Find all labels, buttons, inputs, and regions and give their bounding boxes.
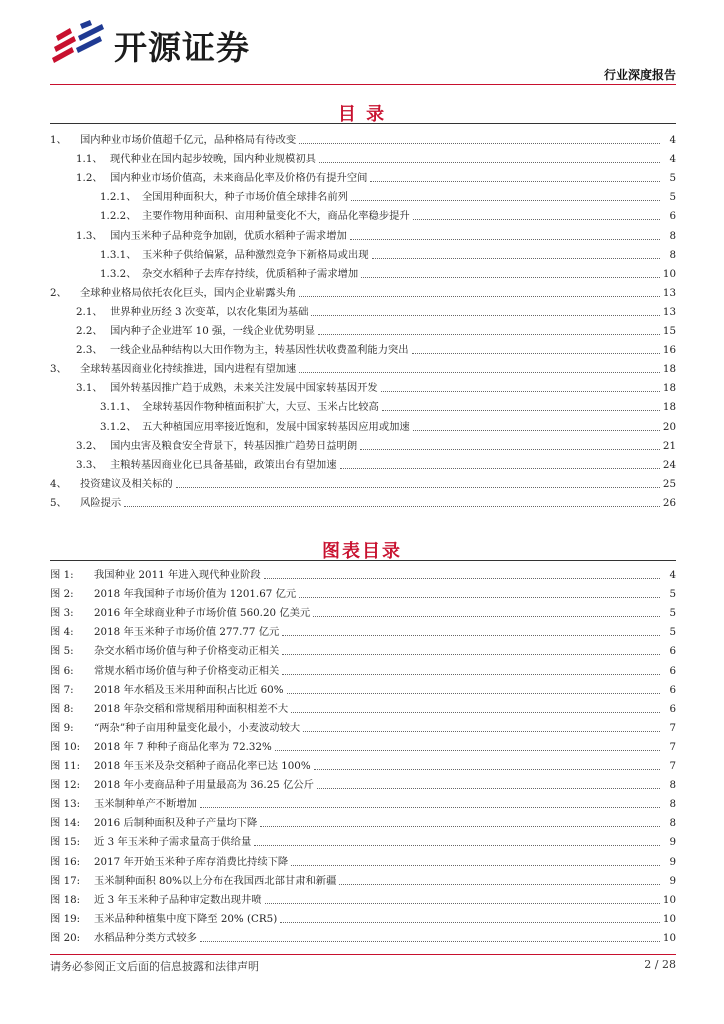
entry-page: 5	[669, 191, 676, 204]
figure-title-divider	[50, 560, 676, 561]
leader-dots	[317, 788, 660, 789]
figure-entry[interactable]	[50, 620, 676, 639]
leader-dots	[299, 296, 660, 297]
toc-entry[interactable]	[50, 262, 676, 281]
entry-number: 1.3.2、	[100, 267, 137, 280]
entry-page: 20	[662, 420, 676, 433]
leader-dots	[200, 807, 660, 808]
page-header	[0, 0, 724, 90]
entry-number: 图 1:	[50, 569, 74, 582]
entry-text: 玉米制种面积 80%以上分布在我国西北部甘肃和新疆	[94, 874, 337, 887]
entry-number: 图 4:	[50, 626, 74, 639]
toc-entry[interactable]	[50, 491, 676, 510]
entry-page: 7	[669, 740, 676, 753]
entry-page: 7	[669, 721, 676, 734]
entry-page: 18	[662, 401, 676, 414]
toc-entry[interactable]	[50, 338, 676, 357]
entry-text: 国内种业市场价值超千亿元，品种格局有待改变	[80, 134, 297, 147]
leader-dots	[350, 239, 660, 240]
leader-dots	[351, 200, 660, 201]
entry-page: 8	[669, 779, 676, 792]
entry-text: 全球种业格局依托农化巨头，国内企业崭露头角	[80, 286, 297, 299]
toc-entry[interactable]	[50, 147, 676, 166]
entry-number: 2.1、	[76, 305, 103, 318]
entry-number: 4、	[50, 477, 67, 490]
entry-text: 2018 年 7 种种子商品化率为 72.32%	[94, 740, 272, 753]
entry-text: 国外转基因推广趋于成熟，未来关注发展中国家转基因开发	[110, 382, 378, 395]
leader-dots	[318, 334, 660, 335]
leader-dots	[260, 826, 660, 827]
entry-text: 2018 年我国种子市场价值为 1201.67 亿元	[94, 588, 297, 601]
entry-page: 6	[669, 645, 676, 658]
toc-entry[interactable]	[50, 281, 676, 300]
figure-entry[interactable]	[50, 888, 676, 907]
logo-mark-icon	[50, 20, 110, 66]
leader-dots	[275, 750, 660, 751]
entry-number: 1、	[50, 134, 67, 147]
leader-dots	[299, 597, 660, 598]
entry-number: 图 15:	[50, 836, 81, 849]
entry-page: 6	[669, 664, 676, 677]
entry-number: 3.1.1、	[100, 401, 137, 414]
leader-dots	[280, 922, 660, 923]
entry-number: 3.1、	[76, 382, 103, 395]
leader-dots	[265, 903, 660, 904]
toc-entry[interactable]	[50, 243, 676, 262]
entry-page: 8	[669, 798, 676, 811]
entry-text: 近 3 年玉米种子品种审定数出现井喷	[94, 893, 262, 906]
entry-text: 水稻品种分类方式较多	[94, 931, 197, 944]
entry-number: 2.2、	[76, 325, 103, 338]
toc-entry[interactable]	[50, 204, 676, 223]
entry-number: 图 12:	[50, 779, 81, 792]
figure-entry[interactable]	[50, 678, 676, 697]
entry-number: 图 6:	[50, 664, 74, 677]
entry-text: 一线企业品种结构以大田作物为主，转基因性状收费盈利能力突出	[110, 344, 409, 357]
entry-text: 2017 年开始玉米种子库存消费比持续下降	[94, 855, 289, 868]
figure-entry[interactable]	[50, 754, 676, 773]
figure-entry[interactable]	[50, 849, 676, 868]
figure-entry[interactable]	[50, 811, 676, 830]
entry-number: 图 11:	[50, 760, 81, 773]
header-divider	[50, 84, 676, 85]
entry-page: 18	[662, 363, 676, 376]
leader-dots	[382, 410, 660, 411]
entry-number: 图 9:	[50, 721, 74, 734]
entry-text: 现代种业在国内起步较晚，国内种业规模初具	[110, 153, 316, 166]
toc-entry[interactable]	[50, 185, 676, 204]
entry-page: 9	[669, 836, 676, 849]
entry-text: 2018 年杂交稻和常规稻用种面积相差不大	[94, 702, 289, 715]
figure-entry[interactable]	[50, 735, 676, 754]
leader-dots	[319, 162, 660, 163]
entry-page: 13	[662, 305, 676, 318]
toc-title-divider	[50, 123, 676, 124]
leader-dots	[299, 143, 660, 144]
footer-divider	[50, 954, 676, 955]
entry-page: 8	[669, 229, 676, 242]
entry-number: 1.2、	[76, 172, 103, 185]
entry-page: 18	[662, 382, 676, 395]
entry-number: 图 20:	[50, 931, 81, 944]
entry-page: 6	[669, 210, 676, 223]
entry-number: 图 17:	[50, 874, 81, 887]
entry-text: “两杂”种子亩用种量变化最小，小麦波动较大	[94, 721, 301, 734]
entry-page: 7	[669, 760, 676, 773]
entry-page: 24	[662, 458, 676, 471]
entry-text: 杂交水稻市场价值与种子价格变动正相关	[94, 645, 280, 658]
entry-page: 5	[669, 172, 676, 185]
leader-dots	[314, 769, 660, 770]
figure-entry[interactable]	[50, 639, 676, 658]
entry-page: 4	[669, 134, 676, 147]
figure-entry[interactable]	[50, 658, 676, 677]
leader-dots	[200, 941, 660, 942]
toc-entry[interactable]	[50, 128, 676, 147]
entry-text: 全国用种面积大，种子市场价值全球排名前列	[142, 191, 348, 204]
entry-number: 5、	[50, 496, 67, 509]
entry-number: 3.2、	[76, 439, 103, 452]
entry-number: 1.2.2、	[100, 210, 137, 223]
figure-list	[50, 563, 676, 945]
leader-dots	[264, 578, 660, 579]
entry-text: 2018 年玉米种子市场价值 277.77 亿元	[94, 626, 280, 639]
entry-page: 16	[662, 344, 676, 357]
entry-page: 4	[669, 569, 676, 582]
figure-entry[interactable]	[50, 830, 676, 849]
entry-page: 13	[662, 286, 676, 299]
entry-text: 全球转基因商业化持续推进，国内进程有望加速	[80, 363, 297, 376]
entry-page: 9	[669, 874, 676, 887]
entry-text: 主要作物用种面积、亩用种量变化不大，商品化率稳步提升	[142, 210, 410, 223]
toc-entry[interactable]	[50, 453, 676, 472]
entry-number: 1.3.1、	[100, 248, 137, 261]
figure-entry[interactable]	[50, 563, 676, 582]
entry-number: 图 3:	[50, 607, 74, 620]
toc-entry[interactable]	[50, 472, 676, 491]
entry-number: 图 2:	[50, 588, 74, 601]
leader-dots	[413, 219, 660, 220]
leader-dots	[176, 487, 660, 488]
entry-text: 2018 年水稻及玉米用种面积占比近 60%	[94, 683, 284, 696]
figure-entry[interactable]	[50, 869, 676, 888]
entry-number: 图 10:	[50, 740, 81, 753]
leader-dots	[340, 468, 660, 469]
entry-page: 6	[669, 702, 676, 715]
entry-page: 5	[669, 626, 676, 639]
toc-entry[interactable]	[50, 357, 676, 376]
entry-number: 图 8:	[50, 702, 74, 715]
leader-dots	[291, 865, 660, 866]
entry-number: 3.1.2、	[100, 420, 137, 433]
entry-text: 风险提示	[80, 496, 122, 509]
toc-entry[interactable]	[50, 300, 676, 319]
page-number: 2 / 28	[644, 958, 676, 971]
figure-entry[interactable]	[50, 697, 676, 716]
entry-page: 25	[662, 477, 676, 490]
entry-page: 26	[662, 496, 676, 509]
leader-dots	[282, 635, 660, 636]
figure-entry[interactable]	[50, 907, 676, 926]
figure-entry[interactable]	[50, 926, 676, 945]
leader-dots	[282, 654, 660, 655]
toc-entry[interactable]	[50, 395, 676, 414]
entry-page: 15	[662, 325, 676, 338]
entry-page: 10	[662, 267, 676, 280]
leader-dots	[360, 449, 660, 450]
entry-page: 10	[662, 931, 676, 944]
entry-number: 3、	[50, 363, 67, 376]
footer-disclaimer: 请务必参阅正文后面的信息披露和法律声明	[50, 960, 259, 973]
entry-number: 图 5:	[50, 645, 74, 658]
leader-dots	[291, 712, 660, 713]
entry-page: 5	[669, 607, 676, 620]
toc-title: 目 录	[337, 104, 387, 125]
entry-number: 1.1、	[76, 153, 103, 166]
entry-number: 1.2.1、	[100, 191, 137, 204]
entry-page: 8	[669, 248, 676, 261]
leader-dots	[254, 845, 660, 846]
leader-dots	[287, 693, 661, 694]
entry-text: 2016 后制种面积及种子产量均下降	[94, 817, 258, 830]
entry-text: 国内种业市场价值高，未来商品化率及价格仍有提升空间	[110, 172, 368, 185]
entry-text: 我国种业 2011 年进入现代种业阶段	[94, 569, 261, 582]
toc-entry[interactable]	[50, 414, 676, 433]
entry-text: 玉米种子供给偏紧，品种激烈竞争下新格局或出现	[142, 248, 369, 261]
brand-logo	[50, 20, 280, 66]
entry-text: 杂交水稻种子去库存持续，优质稻种子需求增加	[142, 267, 359, 280]
entry-text: 投资建议及相关标的	[80, 477, 173, 490]
entry-text: 世界种业历经 3 次变革，以农化集团为基础	[110, 305, 309, 318]
figure-entry[interactable]	[50, 716, 676, 735]
leader-dots	[313, 616, 660, 617]
figure-list-title: 图表目录	[322, 541, 402, 562]
entry-number: 图 14:	[50, 817, 81, 830]
figure-entry[interactable]	[50, 582, 676, 601]
entry-text: 全球转基因作物种植面积扩大，大豆、玉米占比较高	[142, 401, 379, 414]
entry-text: 国内玉米种子品种竞争加剧，优质水稻种子需求增加	[110, 229, 347, 242]
toc-entry[interactable]	[50, 319, 676, 338]
toc-entry[interactable]	[50, 376, 676, 395]
leader-dots	[339, 884, 660, 885]
leader-dots	[413, 430, 660, 431]
entry-page: 9	[669, 855, 676, 868]
entry-text: 国内种子企业进军 10 强，一线企业优势明显	[110, 325, 315, 338]
entry-text: 五大种植国应用率接近饱和，发展中国家转基因应用或加速	[142, 420, 410, 433]
entry-page: 10	[662, 893, 676, 906]
entry-text: 2018 年玉米及杂交稻种子商品化率已达 100%	[94, 760, 311, 773]
entry-text: 国内虫害及粮食安全背景下，转基因推广趋势日益明朗	[110, 439, 358, 452]
entry-page: 10	[662, 912, 676, 925]
entry-number: 1.3、	[76, 229, 103, 242]
leader-dots	[311, 315, 660, 316]
toc-entry[interactable]	[50, 223, 676, 242]
leader-dots	[381, 391, 660, 392]
entry-number: 图 7:	[50, 683, 74, 696]
leader-dots	[361, 277, 660, 278]
entry-page: 21	[662, 439, 676, 452]
entry-page: 6	[669, 683, 676, 696]
toc-entry[interactable]	[50, 434, 676, 453]
entry-text: 玉米品种种植集中度下降至 20% (CR5)	[94, 912, 278, 925]
figure-entry[interactable]	[50, 601, 676, 620]
entry-number: 图 19:	[50, 912, 81, 925]
report-type-label: 行业深度报告	[603, 68, 676, 82]
leader-dots	[372, 258, 660, 259]
leader-dots	[370, 181, 660, 182]
leader-dots	[303, 731, 660, 732]
entry-number: 2.3、	[76, 344, 103, 357]
entry-text: 玉米制种单产不断增加	[94, 798, 197, 811]
leader-dots	[412, 353, 660, 354]
leader-dots	[299, 372, 660, 373]
entry-text: 2018 年小麦商品种子用量最高为 36.25 亿公斤	[94, 779, 314, 792]
entry-text: 常规水稻市场价值与种子价格变动正相关	[94, 664, 280, 677]
entry-number: 图 16:	[50, 855, 81, 868]
entry-text: 主粮转基因商业化已具备基础，政策出台有望加速	[110, 458, 337, 471]
entry-number: 图 18:	[50, 893, 81, 906]
entry-page: 4	[669, 153, 676, 166]
figure-entry[interactable]	[50, 792, 676, 811]
leader-dots	[282, 674, 660, 675]
entry-text: 2016 年全球商业种子市场价值 560.20 亿美元	[94, 607, 311, 620]
entry-number: 图 13:	[50, 798, 81, 811]
brand-name: 开源证券	[114, 28, 250, 67]
figure-entry[interactable]	[50, 773, 676, 792]
entry-page: 8	[669, 817, 676, 830]
entry-number: 2、	[50, 286, 67, 299]
entry-number: 3.3、	[76, 458, 103, 471]
toc-entry[interactable]	[50, 166, 676, 185]
table-of-contents	[50, 128, 676, 510]
leader-dots	[124, 506, 660, 507]
entry-page: 5	[669, 588, 676, 601]
entry-text: 近 3 年玉米种子需求量高于供给量	[94, 836, 252, 849]
